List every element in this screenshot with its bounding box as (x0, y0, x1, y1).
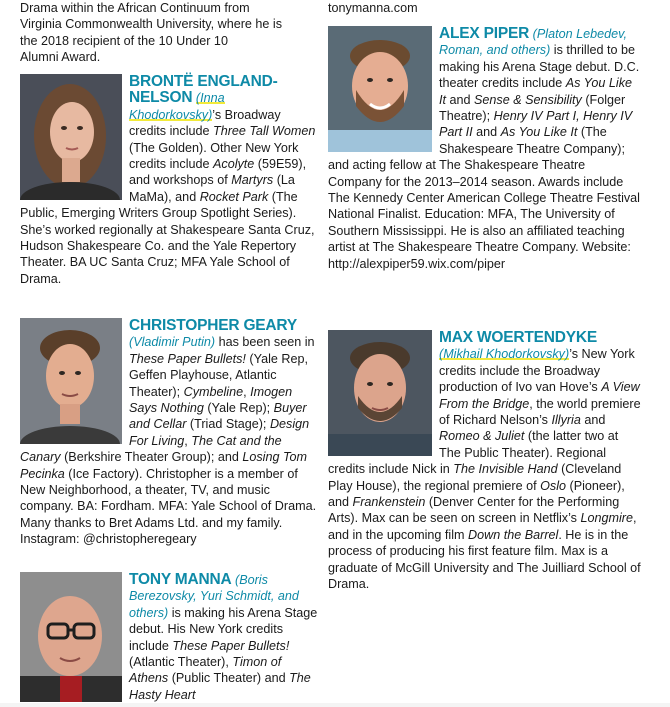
actor-name: CHRISTOPHER GEARY (129, 317, 297, 334)
headshot-bronte (20, 74, 122, 200)
bio-text-run: (Pioneer), and (328, 478, 625, 510)
italic-title: Acolyte (213, 157, 255, 172)
headshot-tony (20, 572, 122, 702)
italic-title: Down the Barrel (468, 527, 559, 542)
character-role: (Vladimir Putin) (129, 335, 216, 350)
website-line: tonymanna.com (328, 1, 418, 15)
bio-text-run: (Atlantic Theater), (129, 655, 233, 670)
italic-title: These Paper Bullets! (172, 638, 290, 653)
portrait-illustration (328, 330, 432, 456)
italic-title: A View From the Bridge (439, 380, 640, 411)
portrait-illustration (328, 26, 432, 152)
italic-title: As You Like It (439, 76, 633, 107)
bio-text-run: , the world premiere of Richard Nelson’s (439, 396, 641, 428)
bio-text-run: ’s New York credits include the Broadway production of Ivo van Hove’s (439, 347, 635, 395)
actor-name: ALEX PIPER (439, 25, 530, 42)
headshot-max (328, 330, 432, 456)
italic-title: Three Tall Women (213, 124, 316, 139)
bio-text-run: (Ice Factory). Christopher is a member of New Neighborhood, a theater, TV, and music company. BA: Fordham. MFA: Yale School of Drama. Many thanks to Bret Adams Ltd. and my family. Instagram: @christopheregeary (20, 466, 317, 547)
bio-text-run: and (446, 92, 475, 107)
actor-name: BRONTË ENGLAND-NELSON (129, 73, 278, 107)
italic-title: Illyria (551, 413, 581, 428)
italic-title: Longmire (580, 511, 633, 526)
headshot-alex (328, 26, 432, 152)
italic-title: Frankenstein (352, 495, 426, 510)
character-role: (Mikhail Khodorkovsky) (439, 347, 570, 362)
intro-line: the 2018 recipient of the 10 Under 10 (20, 33, 228, 48)
bio-text-run: (The Golden). Other New York credits include (129, 140, 299, 172)
bio-text-run: , (184, 433, 192, 448)
bio-text-run: (La MaMa), and (129, 173, 295, 204)
bio-text-run: (Denver Center for the Performing Arts). Max can be seen on screen in Netflix’s (328, 495, 620, 526)
portrait-illustration (20, 318, 122, 444)
bio-christopher-geary (20, 318, 320, 548)
bio-text-run: (Public Theater) and (168, 671, 290, 686)
italic-title: Buyer and Cellar (129, 401, 307, 432)
italic-title: Timon of Athens (129, 655, 282, 686)
bio-text-run: (Triad Stage); (186, 417, 270, 432)
italic-title: Oslo (540, 478, 567, 493)
bio-text-run: , (243, 384, 251, 399)
bio-text-run: (Yale Rep, Geffen Playhouse, Atlantic Theater); (129, 351, 308, 399)
bio-text-run: (The Public, Emerging Writers Group Spotlight Series). She’s worked regionally at Shakespeare Santa Cruz, Hudson Shakespeare Co. and the Yale Repertory Theater. BA UC Santa Cruz; MFA Yale School of Drama. (20, 189, 315, 286)
italic-title: Losing Tom Pecinka (20, 450, 308, 481)
italic-title: These Paper Bullets! (129, 351, 246, 366)
bio-text-run: has been seen in (215, 335, 315, 350)
italic-title: Sense & Sensibility (474, 92, 582, 107)
intro-line: Drama within the African Continuum from (20, 1, 250, 15)
bio-text-run: (59E59), and workshops of (129, 157, 307, 188)
italic-title: The Hasty Heart (129, 671, 311, 702)
portrait-illustration (20, 572, 122, 702)
bio-text-run: , and in the upcoming film (328, 511, 637, 542)
italic-title: Rocket Park (199, 189, 269, 204)
italic-title: Design For Living (129, 417, 310, 448)
bio-body (129, 606, 317, 702)
intro-line: Virginia Commonwealth University, where he is (20, 17, 283, 32)
bio-text-run: (Folger Theatre); (439, 92, 626, 124)
italic-title: The Cat and the Canary (20, 433, 282, 465)
bio-bronte-england-nelson (20, 74, 320, 287)
bio-text-run: (Berkshire Theater Group); and (60, 450, 243, 465)
bio-text-run: and (580, 413, 606, 428)
italic-title: Henry IV Part I, Henry IV Part II (439, 109, 633, 140)
portrait-illustration (20, 74, 122, 200)
character-role: (Platon Lebedev, Roman, and others) (439, 27, 627, 58)
bio-text-run: (Yale Rep); (203, 401, 274, 416)
character-role: (Boris Berezovsky, Yuri Schmidt, and others) (129, 573, 299, 620)
bio-text-run: (The Shakespeare Theatre Company); and acting fellow at The Shakespeare Theatre Company for the 2013–2014 season. Awards include The Kennedy Center American College Theatre Festival National Finalist. Education: MFA, The University of Southern Mississippi. He is also an affiliated teaching artist at The Shakespeare Theatre Company. Website: http://alexpiper59.wix.com/piper (328, 125, 640, 271)
page-bottom-edge (0, 703, 670, 707)
headshot-christopher (20, 318, 122, 444)
bio-text-run: and (472, 125, 501, 140)
italic-title: As You Like It (500, 125, 578, 140)
intro-paragraph-right (328, 0, 642, 16)
bio-text-run: (the latter two at The Public Theater). Regional credits include Nick in (328, 429, 619, 477)
bio-text-run: is making his Arena Stage debut. His New York credits include (129, 605, 318, 653)
bio-alex-piper (328, 26, 642, 272)
italic-title: The Invisible Hand (453, 462, 558, 477)
bio-text-run: ’s Broadway credits include (129, 107, 281, 139)
bio-text-run: (Cleveland Play House), the regional premiere of (328, 462, 622, 493)
italic-title: Martyrs (231, 173, 274, 188)
intro-paragraph-left (20, 0, 320, 66)
italic-title: Imogen Says Nothing (129, 384, 293, 416)
italic-title: Cymbeline (183, 384, 244, 399)
italic-title: Romeo & Juliet (439, 429, 525, 444)
bio-tony-manna (20, 572, 320, 705)
bio-text-run: . He is in the process of producing his first feature film. Max is a graduate of McGill University and The Juilliard School of Drama. (328, 527, 641, 592)
actor-name: MAX WOERTENDYKE (439, 329, 598, 346)
actor-name: TONY MANNA (129, 571, 232, 588)
character-role: (Inna Khodorkovsky) (129, 91, 225, 122)
bio-text-run: is thrilled to be making his Arena Stage debut. D.C. theater credits include (439, 43, 640, 91)
intro-line: Alumni Award. (20, 50, 101, 65)
bio-max-woertendyke (328, 330, 642, 593)
